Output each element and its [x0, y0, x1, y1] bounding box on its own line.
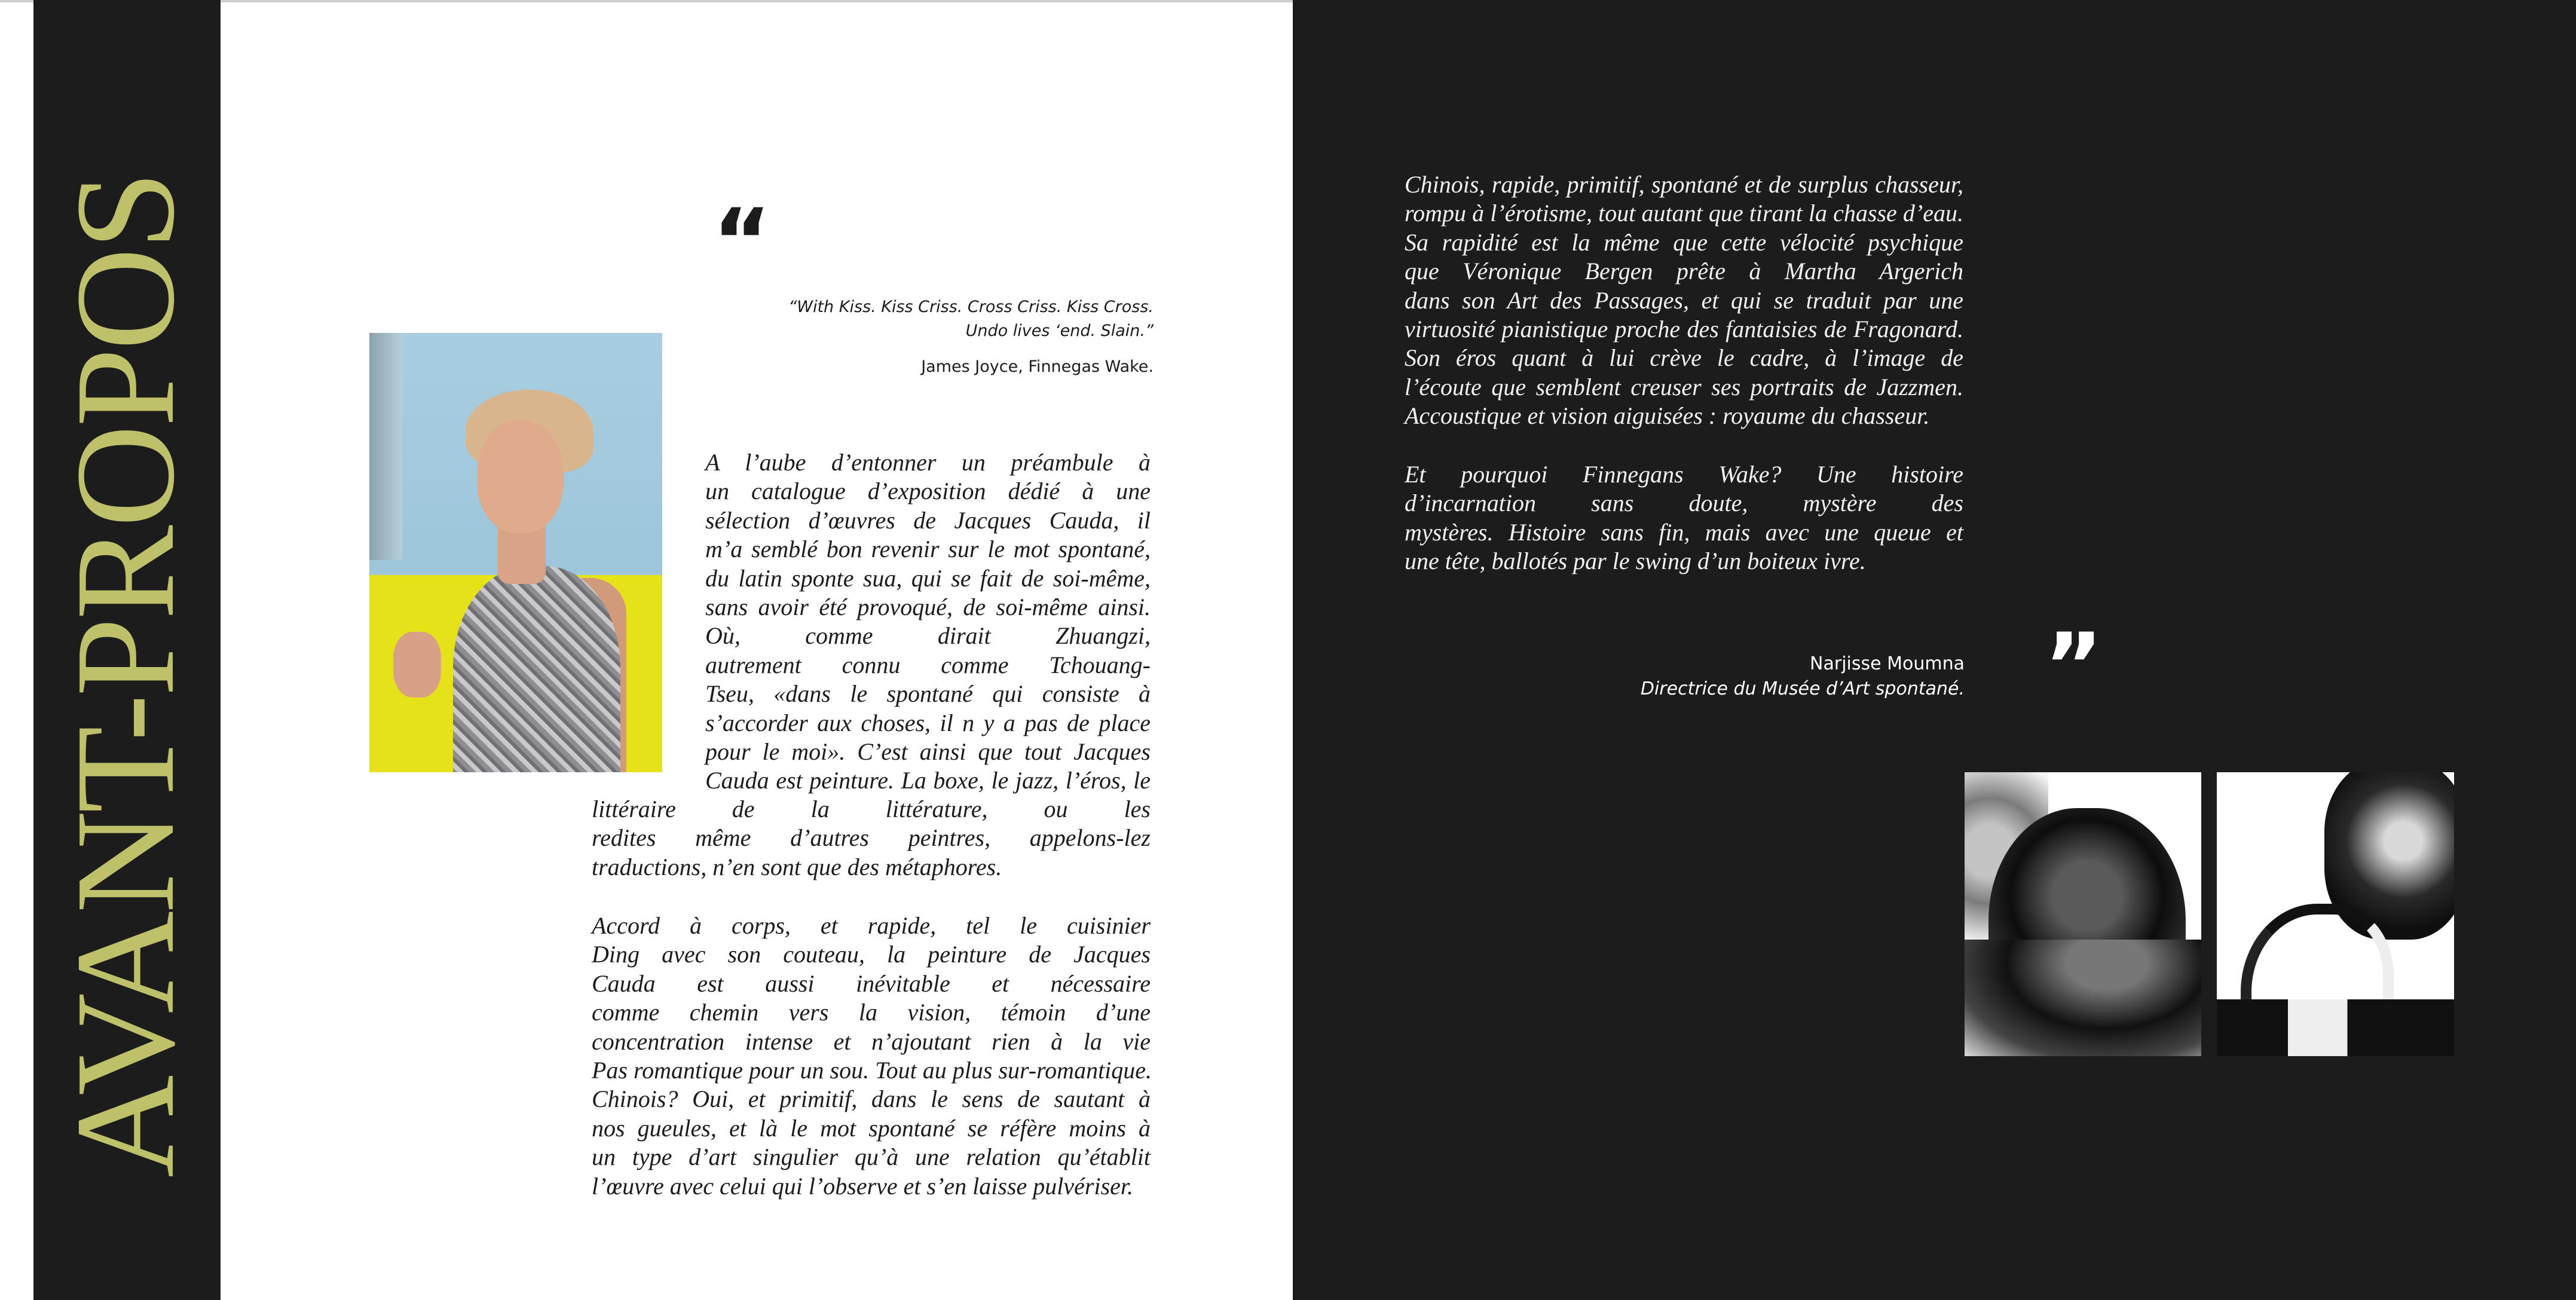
close-quote-mark: ”	[2044, 614, 2103, 718]
text-line: comme chemin vers la vision, témoin d’une	[592, 999, 1151, 1026]
text-line: s’accorder aux choses, il n y a pas de place	[705, 709, 1151, 736]
signature-role: Directrice du Musée d’Art spontané.	[1640, 678, 1965, 699]
artwork-portrait-1	[1965, 772, 2201, 1056]
text-line: Chinois, rapide, primitif, spontané et de surplus chasseur,	[1405, 171, 1963, 198]
text-line: Son éros quant à lui crève le cadre, à l’image de	[1405, 344, 1963, 372]
text-line: mystères. Histoire sans fin, mais avec une queue et	[1405, 518, 1963, 546]
epigraph	[687, 295, 1154, 343]
epigraph-line-2: Undo lives ‘end. Slain.”	[965, 322, 1154, 340]
epigraph-author: James Joyce, Finnegas Wake.	[921, 357, 1154, 376]
text-line: Et pourquoi Finnegans Wake? Une histoire	[1405, 461, 1963, 488]
text-line: redites même d’autres peintres, appelons-lez	[592, 824, 1151, 852]
text-line: Chinois? Oui, et primitif, dans le sens de sautant à	[592, 1085, 1151, 1113]
text-line: Accoustique et vision aiguisées : royaume du chasseur.	[1405, 402, 1930, 430]
text-line: Cauda est peinture. La boxe, le jazz, l’éros, le	[705, 767, 1151, 794]
text-line: Sa rapidité est la même que cette vélocité psychique	[1405, 228, 1963, 256]
right-paragraph-2	[1405, 460, 1963, 576]
page-title: AVANT-PROPOS	[47, 173, 204, 1178]
text-line: virtuosité pianistique proche des fantaisies de Fragonard.	[1405, 316, 1963, 343]
text-line: Où, comme dirait Zhuangzi,	[705, 622, 1151, 650]
intro-paragraph-line-12	[705, 766, 1151, 795]
intro-paragraph	[705, 448, 1151, 766]
signature-name: Narjisse Moumna	[1810, 653, 1965, 674]
text-line: Tseu, «dans le spontané qui consiste à	[705, 680, 1151, 708]
portrait-photo	[369, 333, 662, 772]
right-paragraph-1	[1405, 170, 1963, 431]
text-line: un type d’art singulier qu’à une relation qu’établit	[592, 1143, 1151, 1171]
text-line: A l’aube d’entonner un préambule à	[705, 449, 1151, 476]
text-line: du latin sponte sua, qui se fait de soi-même,	[705, 564, 1151, 592]
text-line: que Véronique Bergen prête à Martha Argerich	[1405, 258, 1963, 285]
text-line: pour le moi». C’est ainsi que tout Jacques	[705, 738, 1151, 766]
vertical-title-wrap	[36, 161, 215, 1189]
text-line: nos gueules, et là le mot spontané se réfère moins à	[592, 1114, 1151, 1142]
text-line: dans son Art des Passages, et qui se traduit par une	[1405, 286, 1963, 314]
text-line: sélection d’œuvres de Jacques Cauda, il	[705, 506, 1151, 534]
text-line: l’écoute que semblent creuser ses portraits de Jazzmen.	[1405, 373, 1963, 400]
text-line: une tête, ballotés par le swing d’un boiteux ivre.	[1405, 547, 1866, 575]
text-line: m’a semblé bon revenir sur le mot spontané,	[705, 536, 1151, 563]
text-line: traductions, n’en sont que des métaphores.	[592, 853, 1002, 880]
text-line: littéraire de la littérature, ou les	[592, 796, 1151, 822]
open-quote-mark: “	[712, 190, 772, 294]
text-line: autrement connu comme Tchouang-	[705, 651, 1151, 678]
artwork-saxophonist	[2217, 772, 2454, 1056]
epigraph-line-1: “With Kiss. Kiss Criss. Cross Criss. Kiss Cross.	[788, 298, 1154, 316]
second-paragraph	[592, 911, 1151, 1201]
text-line: rompu à l’érotisme, tout autant que tirant la chasse d’eau.	[1405, 200, 1963, 227]
text-line: Cauda est aussi inévitable et nécessaire	[592, 969, 1151, 997]
text-line: Ding avec son couteau, la peinture de Jacques	[592, 941, 1151, 968]
text-line: Pas romantique pour un sou. Tout au plus sur-romantique.	[592, 1057, 1152, 1084]
text-line: un catalogue d’exposition dédié à une	[705, 478, 1151, 505]
text-line: d’incarnation sans doute, mystère des	[1405, 490, 1963, 517]
text-line: l’œuvre avec celui qui l’observe et s’en laisse pulvériser.	[592, 1172, 1134, 1200]
text-line: concentration intense et n’ajoutant rien à la vie	[592, 1027, 1151, 1055]
text-line: Accord à corps, et rapide, tel le cuisinier	[592, 912, 1151, 939]
intro-paragraph-tail	[592, 795, 1151, 882]
text-line: sans avoir été provoqué, de soi-même ainsi.	[705, 594, 1151, 621]
